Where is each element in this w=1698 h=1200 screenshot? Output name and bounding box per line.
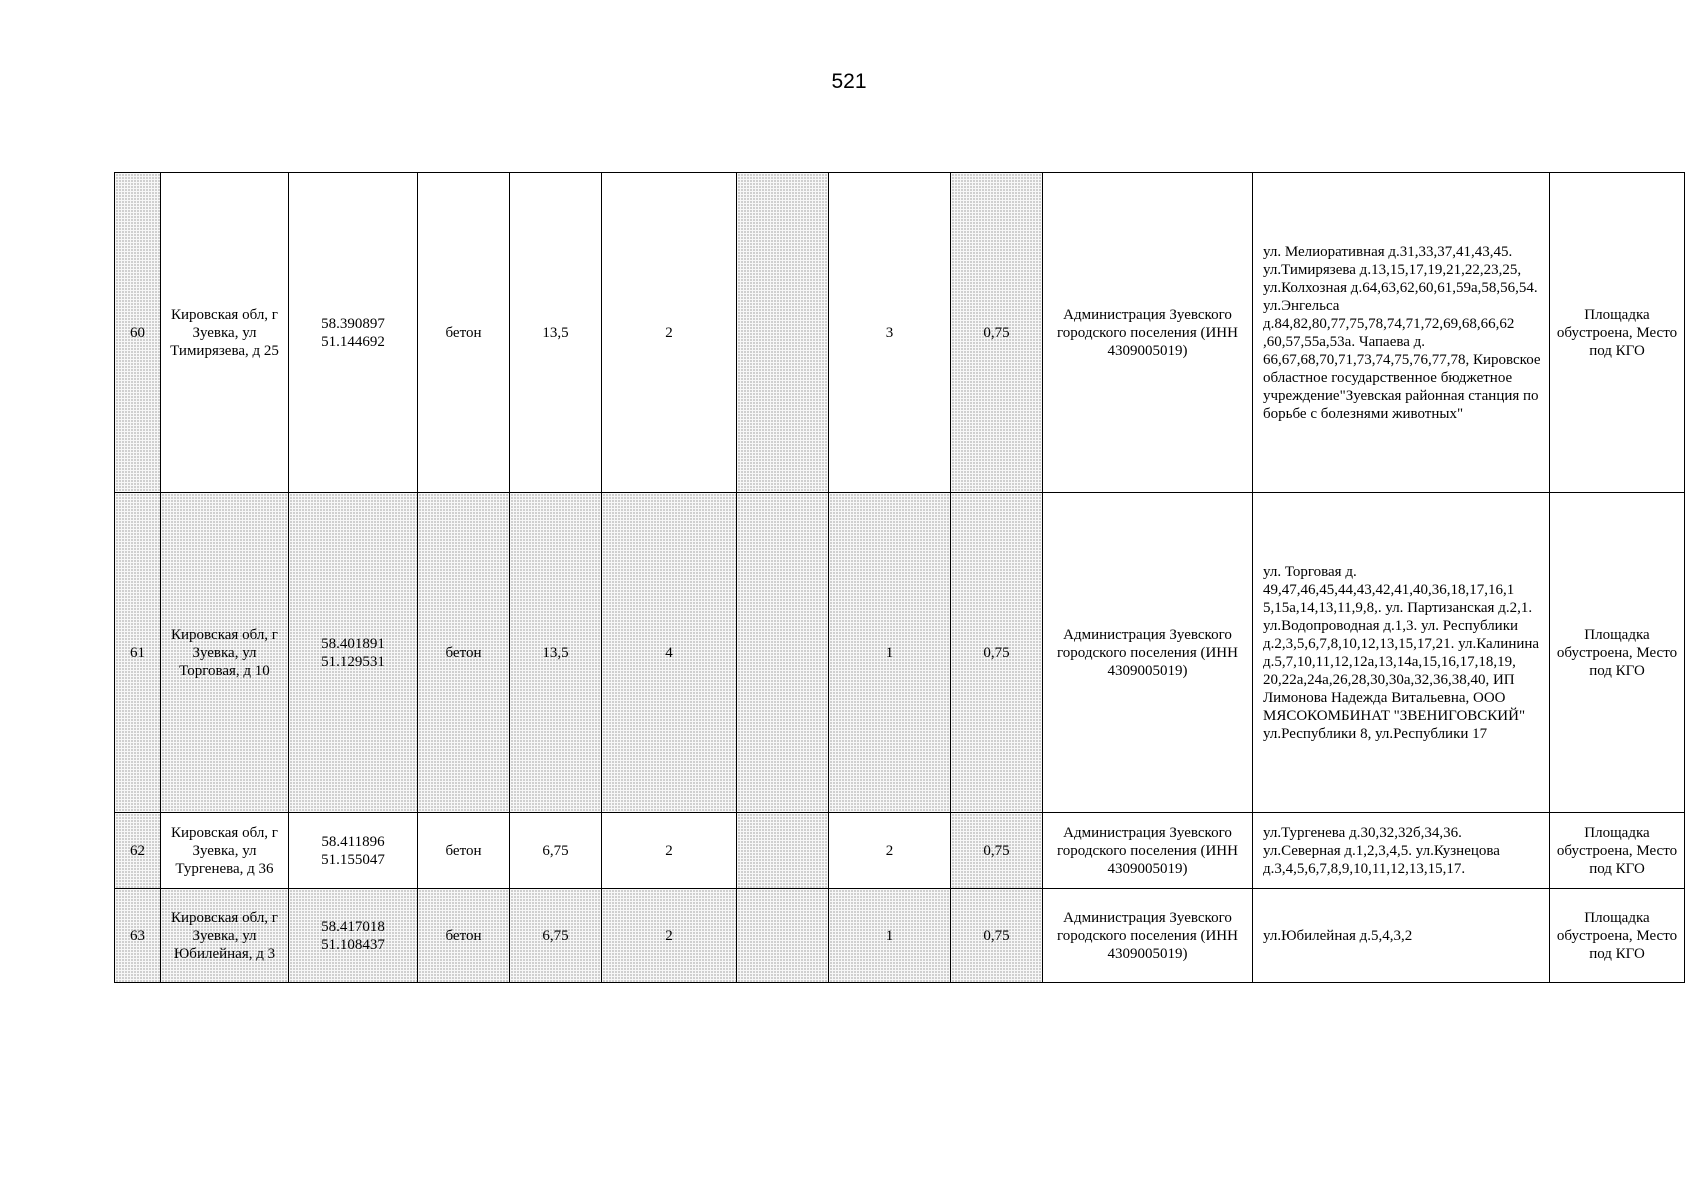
site-address: Кировская обл, г Зуевка, ул Торговая, д 10	[161, 493, 289, 813]
site-owner: Администрация Зуевского городского поселения (ИНН 4309005019)	[1043, 813, 1253, 889]
container-count: 4	[602, 493, 737, 813]
site-coordinates: 58.401891 51.129531	[289, 493, 418, 813]
site-address: Кировская обл, г Зуевка, ул Тимирязева, д 25	[161, 173, 289, 493]
site-area: 6,75	[510, 889, 602, 983]
container-count: 2	[602, 889, 737, 983]
site-area: 6,75	[510, 813, 602, 889]
empty-cell	[737, 889, 829, 983]
site-address: Кировская обл, г Зуевка, ул Юбилейная, д 3	[161, 889, 289, 983]
row-number: 60	[115, 173, 161, 493]
surface-type: бетон	[418, 493, 510, 813]
served-addresses: ул. Торговая д. 49,47,46,45,44,43,42,41,40,36,18,17,16,1 5,15а,14,13,11,9,8,. ул. Партизанская д.2,1. ул.Водопроводная д.1,3. ул. Республики д.2,3,5,6,7,8,10,12,13,15,17,21. ул.Калинина д.5,7,10,11,12,12а,13,14а,15,16,17,18,19, 20,22а,24а,26,28,30,30а,32,36,38,40, ИП Лимонова Надежда Витальевна, ООО МЯСОКОМБИНАТ "ЗВЕНИГОВСКИЙ" ул.Республики 8, ул.Республики 17	[1253, 493, 1550, 813]
empty-cell	[737, 493, 829, 813]
site-coordinates: 58.390897 51.144692	[289, 173, 418, 493]
site-address: Кировская обл, г Зуевка, ул Тургенева, д 36	[161, 813, 289, 889]
site-owner: Администрация Зуевского городского поселения (ИНН 4309005019)	[1043, 889, 1253, 983]
container-volume: 0,75	[951, 813, 1043, 889]
table-row	[115, 173, 1685, 493]
container-count: 2	[602, 813, 737, 889]
table-row	[115, 889, 1685, 983]
waste-site-registry-table	[114, 172, 1685, 983]
site-owner: Администрация Зуевского городского поселения (ИНН 4309005019)	[1043, 493, 1253, 813]
surface-type: бетон	[418, 173, 510, 493]
container-count: 2	[602, 173, 737, 493]
served-addresses: ул.Юбилейная д.5,4,3,2	[1253, 889, 1550, 983]
row-number: 63	[115, 889, 161, 983]
served-addresses: ул. Мелиоративная д.31,33,37,41,43,45. ул.Тимирязева д.13,15,17,19,21,22,23,25, ул.Колхозная д.64,63,62,60,61,59а,58,56,54. ул.Энгельса д.84,82,80,77,75,78,74,71,72,69,68,66,62 ,60,57,55а,53а. Чапаева д. 66,67,68,70,71,73,74,75,76,77,78, Кировское областное государственное бюджетное учреждение"Зуевская районная станция по борьбе с болезнями животных"	[1253, 173, 1550, 493]
container-volume: 0,75	[951, 889, 1043, 983]
site-status: Площадка обустроена, Место под КГО	[1550, 493, 1685, 813]
site-status: Площадка обустроена, Место под КГО	[1550, 889, 1685, 983]
site-owner: Администрация Зуевского городского поселения (ИНН 4309005019)	[1043, 173, 1253, 493]
surface-type: бетон	[418, 813, 510, 889]
containers-planned: 3	[829, 173, 951, 493]
table-row	[115, 813, 1685, 889]
site-area: 13,5	[510, 173, 602, 493]
row-number: 62	[115, 813, 161, 889]
surface-type: бетон	[418, 889, 510, 983]
containers-planned: 1	[829, 493, 951, 813]
empty-cell	[737, 813, 829, 889]
site-area: 13,5	[510, 493, 602, 813]
row-number: 61	[115, 493, 161, 813]
served-addresses: ул.Тургенева д.30,32,32б,34,36. ул.Северная д.1,2,3,4,5. ул.Кузнецова д.3,4,5,6,7,8,9,10,11,12,13,15,17.	[1253, 813, 1550, 889]
containers-planned: 2	[829, 813, 951, 889]
container-volume: 0,75	[951, 493, 1043, 813]
empty-cell	[737, 173, 829, 493]
site-coordinates: 58.417018 51.108437	[289, 889, 418, 983]
table-row	[115, 493, 1685, 813]
site-coordinates: 58.411896 51.155047	[289, 813, 418, 889]
containers-planned: 1	[829, 889, 951, 983]
page-number: 521	[831, 70, 867, 93]
container-volume: 0,75	[951, 173, 1043, 493]
site-status: Площадка обустроена, Место под КГО	[1550, 173, 1685, 493]
site-status: Площадка обустроена, Место под КГО	[1550, 813, 1685, 889]
